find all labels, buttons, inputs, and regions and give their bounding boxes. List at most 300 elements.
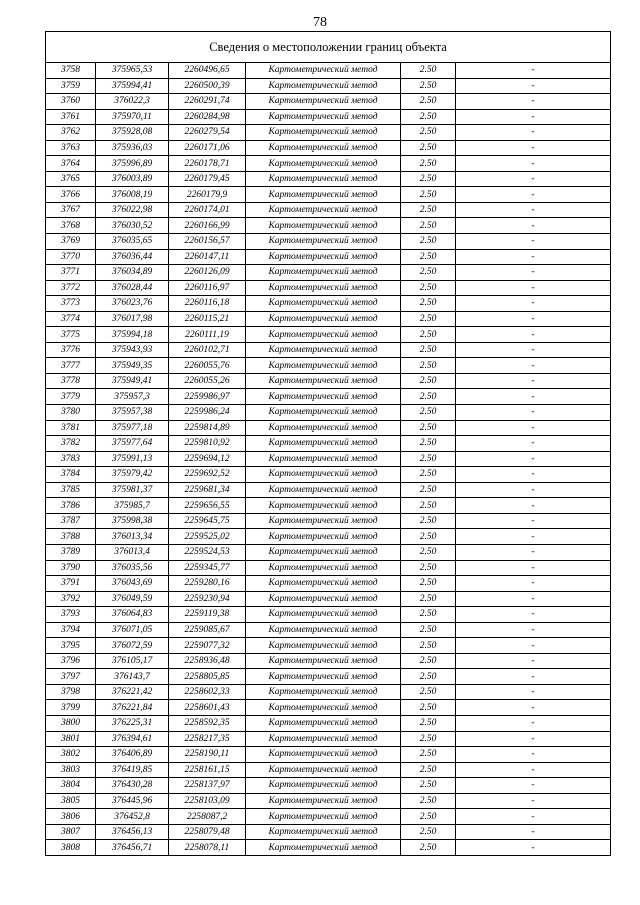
y-coordinate-cell: 2260500,39 bbox=[169, 78, 246, 94]
table-row bbox=[46, 762, 611, 778]
accuracy-cell: 2.50 bbox=[401, 467, 456, 483]
method-cell: Картометрический метод bbox=[246, 109, 401, 125]
y-coordinate-cell: 2258805,85 bbox=[169, 669, 246, 685]
point-number-cell: 3765 bbox=[46, 171, 96, 187]
table-row bbox=[46, 405, 611, 421]
description-cell: - bbox=[456, 653, 611, 669]
x-coordinate-cell: 375943,93 bbox=[96, 342, 169, 358]
y-coordinate-cell: 2260147,11 bbox=[169, 249, 246, 265]
table-row bbox=[46, 420, 611, 436]
x-coordinate-cell: 375928,08 bbox=[96, 125, 169, 141]
table-row bbox=[46, 78, 611, 94]
x-coordinate-cell: 375949,41 bbox=[96, 373, 169, 389]
method-cell: Картометрический метод bbox=[246, 700, 401, 716]
x-coordinate-cell: 376049,59 bbox=[96, 591, 169, 607]
point-number-cell: 3791 bbox=[46, 576, 96, 592]
description-cell: - bbox=[456, 498, 611, 514]
description-cell: - bbox=[456, 638, 611, 654]
accuracy-cell: 2.50 bbox=[401, 202, 456, 218]
description-cell: - bbox=[456, 78, 611, 94]
description-cell: - bbox=[456, 809, 611, 825]
accuracy-cell: 2.50 bbox=[401, 715, 456, 731]
description-cell: - bbox=[456, 700, 611, 716]
method-cell: Картометрический метод bbox=[246, 78, 401, 94]
accuracy-cell: 2.50 bbox=[401, 513, 456, 529]
y-coordinate-cell: 2258078,11 bbox=[169, 840, 246, 856]
x-coordinate-cell: 376022,3 bbox=[96, 94, 169, 110]
x-coordinate-cell: 376105,17 bbox=[96, 653, 169, 669]
y-coordinate-cell: 2260055,26 bbox=[169, 373, 246, 389]
description-cell: - bbox=[456, 109, 611, 125]
x-coordinate-cell: 375979,42 bbox=[96, 467, 169, 483]
y-coordinate-cell: 2258601,43 bbox=[169, 700, 246, 716]
description-cell: - bbox=[456, 622, 611, 638]
y-coordinate-cell: 2259986,97 bbox=[169, 389, 246, 405]
accuracy-cell: 2.50 bbox=[401, 436, 456, 452]
method-cell: Картометрический метод bbox=[246, 778, 401, 794]
y-coordinate-cell: 2260179,45 bbox=[169, 171, 246, 187]
method-cell: Картометрический метод bbox=[246, 622, 401, 638]
method-cell: Картометрический метод bbox=[246, 793, 401, 809]
y-coordinate-cell: 2259656,55 bbox=[169, 498, 246, 514]
method-cell: Картометрический метод bbox=[246, 576, 401, 592]
point-number-cell: 3796 bbox=[46, 653, 96, 669]
y-coordinate-cell: 2260179,9 bbox=[169, 187, 246, 203]
table-row bbox=[46, 607, 611, 623]
description-cell: - bbox=[456, 342, 611, 358]
point-number-cell: 3807 bbox=[46, 824, 96, 840]
description-cell: - bbox=[456, 125, 611, 141]
description-cell: - bbox=[456, 187, 611, 203]
point-number-cell: 3764 bbox=[46, 156, 96, 172]
point-number-cell: 3777 bbox=[46, 358, 96, 374]
y-coordinate-cell: 2258079,48 bbox=[169, 824, 246, 840]
y-coordinate-cell: 2260171,06 bbox=[169, 140, 246, 156]
description-cell: - bbox=[456, 529, 611, 545]
table-row bbox=[46, 373, 611, 389]
description-cell: - bbox=[456, 405, 611, 421]
description-cell: - bbox=[456, 544, 611, 560]
x-coordinate-cell: 376008,19 bbox=[96, 187, 169, 203]
table-row bbox=[46, 669, 611, 685]
point-number-cell: 3775 bbox=[46, 327, 96, 343]
table-header-row bbox=[46, 32, 611, 63]
x-coordinate-cell: 375957,38 bbox=[96, 405, 169, 421]
y-coordinate-cell: 2260178,71 bbox=[169, 156, 246, 172]
accuracy-cell: 2.50 bbox=[401, 576, 456, 592]
x-coordinate-cell: 376225,31 bbox=[96, 715, 169, 731]
y-coordinate-cell: 2259986,24 bbox=[169, 405, 246, 421]
accuracy-cell: 2.50 bbox=[401, 840, 456, 856]
table-row bbox=[46, 467, 611, 483]
accuracy-cell: 2.50 bbox=[401, 171, 456, 187]
method-cell: Картометрический метод bbox=[246, 498, 401, 514]
description-cell: - bbox=[456, 840, 611, 856]
boundary-table-container bbox=[45, 31, 610, 856]
table-row bbox=[46, 234, 611, 250]
y-coordinate-cell: 2259525,02 bbox=[169, 529, 246, 545]
point-number-cell: 3792 bbox=[46, 591, 96, 607]
point-number-cell: 3795 bbox=[46, 638, 96, 654]
point-number-cell: 3799 bbox=[46, 700, 96, 716]
method-cell: Картометрический метод bbox=[246, 451, 401, 467]
method-cell: Картометрический метод bbox=[246, 824, 401, 840]
accuracy-cell: 2.50 bbox=[401, 187, 456, 203]
x-coordinate-cell: 375985,7 bbox=[96, 498, 169, 514]
point-number-cell: 3801 bbox=[46, 731, 96, 747]
method-cell: Картометрический метод bbox=[246, 94, 401, 110]
x-coordinate-cell: 375977,64 bbox=[96, 436, 169, 452]
point-number-cell: 3805 bbox=[46, 793, 96, 809]
y-coordinate-cell: 2259681,34 bbox=[169, 482, 246, 498]
description-cell: - bbox=[456, 234, 611, 250]
description-cell: - bbox=[456, 373, 611, 389]
point-number-cell: 3758 bbox=[46, 63, 96, 79]
boundary-coordinates-table bbox=[45, 31, 611, 856]
description-cell: - bbox=[456, 140, 611, 156]
point-number-cell: 3761 bbox=[46, 109, 96, 125]
method-cell: Картометрический метод bbox=[246, 684, 401, 700]
method-cell: Картометрический метод bbox=[246, 234, 401, 250]
y-coordinate-cell: 2260102,71 bbox=[169, 342, 246, 358]
method-cell: Картометрический метод bbox=[246, 715, 401, 731]
table-row bbox=[46, 778, 611, 794]
y-coordinate-cell: 2260496,65 bbox=[169, 63, 246, 79]
description-cell: - bbox=[456, 389, 611, 405]
description-cell: - bbox=[456, 451, 611, 467]
table-row bbox=[46, 700, 611, 716]
point-number-cell: 3803 bbox=[46, 762, 96, 778]
description-cell: - bbox=[456, 793, 611, 809]
accuracy-cell: 2.50 bbox=[401, 140, 456, 156]
y-coordinate-cell: 2259280,16 bbox=[169, 576, 246, 592]
method-cell: Картометрический метод bbox=[246, 218, 401, 234]
x-coordinate-cell: 376035,65 bbox=[96, 234, 169, 250]
description-cell: - bbox=[456, 513, 611, 529]
method-cell: Картометрический метод bbox=[246, 202, 401, 218]
point-number-cell: 3763 bbox=[46, 140, 96, 156]
x-coordinate-cell: 376456,71 bbox=[96, 840, 169, 856]
table-row bbox=[46, 311, 611, 327]
x-coordinate-cell: 376064,83 bbox=[96, 607, 169, 623]
accuracy-cell: 2.50 bbox=[401, 638, 456, 654]
description-cell: - bbox=[456, 482, 611, 498]
y-coordinate-cell: 2258190,11 bbox=[169, 747, 246, 763]
x-coordinate-cell: 376034,89 bbox=[96, 265, 169, 281]
y-coordinate-cell: 2259524,53 bbox=[169, 544, 246, 560]
description-cell: - bbox=[456, 824, 611, 840]
method-cell: Картометрический метод bbox=[246, 638, 401, 654]
table-row bbox=[46, 125, 611, 141]
y-coordinate-cell: 2260116,18 bbox=[169, 296, 246, 312]
x-coordinate-cell: 375965,53 bbox=[96, 63, 169, 79]
table-row bbox=[46, 622, 611, 638]
accuracy-cell: 2.50 bbox=[401, 731, 456, 747]
description-cell: - bbox=[456, 171, 611, 187]
accuracy-cell: 2.50 bbox=[401, 109, 456, 125]
method-cell: Картометрический метод bbox=[246, 747, 401, 763]
accuracy-cell: 2.50 bbox=[401, 700, 456, 716]
description-cell: - bbox=[456, 94, 611, 110]
table-row bbox=[46, 684, 611, 700]
x-coordinate-cell: 376143,7 bbox=[96, 669, 169, 685]
description-cell: - bbox=[456, 218, 611, 234]
method-cell: Картометрический метод bbox=[246, 669, 401, 685]
point-number-cell: 3797 bbox=[46, 669, 96, 685]
method-cell: Картометрический метод bbox=[246, 373, 401, 389]
point-number-cell: 3779 bbox=[46, 389, 96, 405]
accuracy-cell: 2.50 bbox=[401, 296, 456, 312]
description-cell: - bbox=[456, 249, 611, 265]
table-row bbox=[46, 451, 611, 467]
description-cell: - bbox=[456, 296, 611, 312]
method-cell: Картометрический метод bbox=[246, 296, 401, 312]
x-coordinate-cell: 376030,52 bbox=[96, 218, 169, 234]
x-coordinate-cell: 376035,56 bbox=[96, 560, 169, 576]
y-coordinate-cell: 2260126,09 bbox=[169, 265, 246, 281]
point-number-cell: 3787 bbox=[46, 513, 96, 529]
x-coordinate-cell: 376430,28 bbox=[96, 778, 169, 794]
description-cell: - bbox=[456, 669, 611, 685]
description-cell: - bbox=[456, 202, 611, 218]
point-number-cell: 3780 bbox=[46, 405, 96, 421]
description-cell: - bbox=[456, 607, 611, 623]
y-coordinate-cell: 2259230,94 bbox=[169, 591, 246, 607]
table-row bbox=[46, 638, 611, 654]
y-coordinate-cell: 2260291,74 bbox=[169, 94, 246, 110]
accuracy-cell: 2.50 bbox=[401, 684, 456, 700]
point-number-cell: 3773 bbox=[46, 296, 96, 312]
point-number-cell: 3794 bbox=[46, 622, 96, 638]
x-coordinate-cell: 375998,38 bbox=[96, 513, 169, 529]
accuracy-cell: 2.50 bbox=[401, 809, 456, 825]
method-cell: Картометрический метод bbox=[246, 560, 401, 576]
y-coordinate-cell: 2259810,92 bbox=[169, 436, 246, 452]
table-row bbox=[46, 482, 611, 498]
y-coordinate-cell: 2260166,99 bbox=[169, 218, 246, 234]
method-cell: Картометрический метод bbox=[246, 389, 401, 405]
table-row bbox=[46, 327, 611, 343]
accuracy-cell: 2.50 bbox=[401, 63, 456, 79]
x-coordinate-cell: 376072,59 bbox=[96, 638, 169, 654]
x-coordinate-cell: 376221,84 bbox=[96, 700, 169, 716]
point-number-cell: 3784 bbox=[46, 467, 96, 483]
method-cell: Картометрический метод bbox=[246, 607, 401, 623]
x-coordinate-cell: 376456,13 bbox=[96, 824, 169, 840]
accuracy-cell: 2.50 bbox=[401, 451, 456, 467]
method-cell: Картометрический метод bbox=[246, 171, 401, 187]
y-coordinate-cell: 2258103,09 bbox=[169, 793, 246, 809]
method-cell: Картометрический метод bbox=[246, 125, 401, 141]
accuracy-cell: 2.50 bbox=[401, 498, 456, 514]
y-coordinate-cell: 2260115,21 bbox=[169, 311, 246, 327]
accuracy-cell: 2.50 bbox=[401, 389, 456, 405]
y-coordinate-cell: 2260174,01 bbox=[169, 202, 246, 218]
accuracy-cell: 2.50 bbox=[401, 280, 456, 296]
description-cell: - bbox=[456, 715, 611, 731]
x-coordinate-cell: 376036,44 bbox=[96, 249, 169, 265]
x-coordinate-cell: 375996,89 bbox=[96, 156, 169, 172]
y-coordinate-cell: 2258592,35 bbox=[169, 715, 246, 731]
point-number-cell: 3759 bbox=[46, 78, 96, 94]
x-coordinate-cell: 376221,42 bbox=[96, 684, 169, 700]
table-row bbox=[46, 358, 611, 374]
point-number-cell: 3766 bbox=[46, 187, 96, 203]
point-number-cell: 3762 bbox=[46, 125, 96, 141]
point-number-cell: 3772 bbox=[46, 280, 96, 296]
accuracy-cell: 2.50 bbox=[401, 78, 456, 94]
accuracy-cell: 2.50 bbox=[401, 373, 456, 389]
description-cell: - bbox=[456, 280, 611, 296]
method-cell: Картометрический метод bbox=[246, 529, 401, 545]
accuracy-cell: 2.50 bbox=[401, 482, 456, 498]
description-cell: - bbox=[456, 63, 611, 79]
x-coordinate-cell: 375936,03 bbox=[96, 140, 169, 156]
point-number-cell: 3776 bbox=[46, 342, 96, 358]
description-cell: - bbox=[456, 762, 611, 778]
table-row bbox=[46, 63, 611, 79]
y-coordinate-cell: 2259085,67 bbox=[169, 622, 246, 638]
point-number-cell: 3800 bbox=[46, 715, 96, 731]
table-row bbox=[46, 731, 611, 747]
table-row bbox=[46, 296, 611, 312]
method-cell: Картометрический метод bbox=[246, 731, 401, 747]
accuracy-cell: 2.50 bbox=[401, 529, 456, 545]
accuracy-cell: 2.50 bbox=[401, 342, 456, 358]
point-number-cell: 3769 bbox=[46, 234, 96, 250]
x-coordinate-cell: 375977,18 bbox=[96, 420, 169, 436]
accuracy-cell: 2.50 bbox=[401, 762, 456, 778]
x-coordinate-cell: 375994,18 bbox=[96, 327, 169, 343]
point-number-cell: 3767 bbox=[46, 202, 96, 218]
table-row bbox=[46, 793, 611, 809]
x-coordinate-cell: 375991,13 bbox=[96, 451, 169, 467]
method-cell: Картометрический метод bbox=[246, 327, 401, 343]
accuracy-cell: 2.50 bbox=[401, 234, 456, 250]
table-row bbox=[46, 715, 611, 731]
point-number-cell: 3770 bbox=[46, 249, 96, 265]
y-coordinate-cell: 2260116,97 bbox=[169, 280, 246, 296]
method-cell: Картометрический метод bbox=[246, 358, 401, 374]
table-row bbox=[46, 591, 611, 607]
point-number-cell: 3785 bbox=[46, 482, 96, 498]
description-cell: - bbox=[456, 591, 611, 607]
method-cell: Картометрический метод bbox=[246, 280, 401, 296]
method-cell: Картометрический метод bbox=[246, 420, 401, 436]
table-row bbox=[46, 824, 611, 840]
y-coordinate-cell: 2258217,35 bbox=[169, 731, 246, 747]
table-title: Сведения о местоположении границ объекта bbox=[46, 32, 611, 63]
x-coordinate-cell: 376013,34 bbox=[96, 529, 169, 545]
y-coordinate-cell: 2259692,52 bbox=[169, 467, 246, 483]
x-coordinate-cell: 375981,37 bbox=[96, 482, 169, 498]
accuracy-cell: 2.50 bbox=[401, 156, 456, 172]
x-coordinate-cell: 375957,3 bbox=[96, 389, 169, 405]
table-row bbox=[46, 840, 611, 856]
table-row bbox=[46, 249, 611, 265]
table-row bbox=[46, 280, 611, 296]
accuracy-cell: 2.50 bbox=[401, 747, 456, 763]
accuracy-cell: 2.50 bbox=[401, 249, 456, 265]
y-coordinate-cell: 2260111,19 bbox=[169, 327, 246, 343]
description-cell: - bbox=[456, 467, 611, 483]
accuracy-cell: 2.50 bbox=[401, 420, 456, 436]
table-row bbox=[46, 94, 611, 110]
point-number-cell: 3798 bbox=[46, 684, 96, 700]
x-coordinate-cell: 376406,89 bbox=[96, 747, 169, 763]
y-coordinate-cell: 2258087,2 bbox=[169, 809, 246, 825]
accuracy-cell: 2.50 bbox=[401, 607, 456, 623]
accuracy-cell: 2.50 bbox=[401, 358, 456, 374]
description-cell: - bbox=[456, 436, 611, 452]
point-number-cell: 3804 bbox=[46, 778, 96, 794]
method-cell: Картометрический метод bbox=[246, 63, 401, 79]
y-coordinate-cell: 2259694,12 bbox=[169, 451, 246, 467]
table-row bbox=[46, 529, 611, 545]
accuracy-cell: 2.50 bbox=[401, 669, 456, 685]
method-cell: Картометрический метод bbox=[246, 249, 401, 265]
y-coordinate-cell: 2258602,33 bbox=[169, 684, 246, 700]
description-cell: - bbox=[456, 684, 611, 700]
point-number-cell: 3782 bbox=[46, 436, 96, 452]
x-coordinate-cell: 376013,4 bbox=[96, 544, 169, 560]
accuracy-cell: 2.50 bbox=[401, 544, 456, 560]
table-row bbox=[46, 560, 611, 576]
description-cell: - bbox=[456, 327, 611, 343]
table-row bbox=[46, 513, 611, 529]
accuracy-cell: 2.50 bbox=[401, 653, 456, 669]
x-coordinate-cell: 376023,76 bbox=[96, 296, 169, 312]
method-cell: Картометрический метод bbox=[246, 513, 401, 529]
method-cell: Картометрический метод bbox=[246, 591, 401, 607]
method-cell: Картометрический метод bbox=[246, 840, 401, 856]
accuracy-cell: 2.50 bbox=[401, 622, 456, 638]
description-cell: - bbox=[456, 156, 611, 172]
y-coordinate-cell: 2260055,76 bbox=[169, 358, 246, 374]
point-number-cell: 3806 bbox=[46, 809, 96, 825]
y-coordinate-cell: 2259814,89 bbox=[169, 420, 246, 436]
description-cell: - bbox=[456, 576, 611, 592]
accuracy-cell: 2.50 bbox=[401, 94, 456, 110]
table-body bbox=[46, 63, 611, 856]
method-cell: Картометрический метод bbox=[246, 762, 401, 778]
method-cell: Картометрический метод bbox=[246, 544, 401, 560]
accuracy-cell: 2.50 bbox=[401, 218, 456, 234]
accuracy-cell: 2.50 bbox=[401, 311, 456, 327]
table-row bbox=[46, 265, 611, 281]
point-number-cell: 3802 bbox=[46, 747, 96, 763]
table-row bbox=[46, 544, 611, 560]
x-coordinate-cell: 376043,69 bbox=[96, 576, 169, 592]
table-row bbox=[46, 747, 611, 763]
table-row bbox=[46, 809, 611, 825]
page-number: 78 bbox=[313, 15, 327, 30]
accuracy-cell: 2.50 bbox=[401, 327, 456, 343]
y-coordinate-cell: 2260284,98 bbox=[169, 109, 246, 125]
y-coordinate-cell: 2258137,97 bbox=[169, 778, 246, 794]
point-number-cell: 3768 bbox=[46, 218, 96, 234]
y-coordinate-cell: 2259645,75 bbox=[169, 513, 246, 529]
method-cell: Картометрический метод bbox=[246, 809, 401, 825]
x-coordinate-cell: 376022,98 bbox=[96, 202, 169, 218]
table-row bbox=[46, 498, 611, 514]
x-coordinate-cell: 376071,05 bbox=[96, 622, 169, 638]
table-row bbox=[46, 436, 611, 452]
point-number-cell: 3808 bbox=[46, 840, 96, 856]
table-row bbox=[46, 140, 611, 156]
description-cell: - bbox=[456, 560, 611, 576]
method-cell: Картометрический метод bbox=[246, 187, 401, 203]
